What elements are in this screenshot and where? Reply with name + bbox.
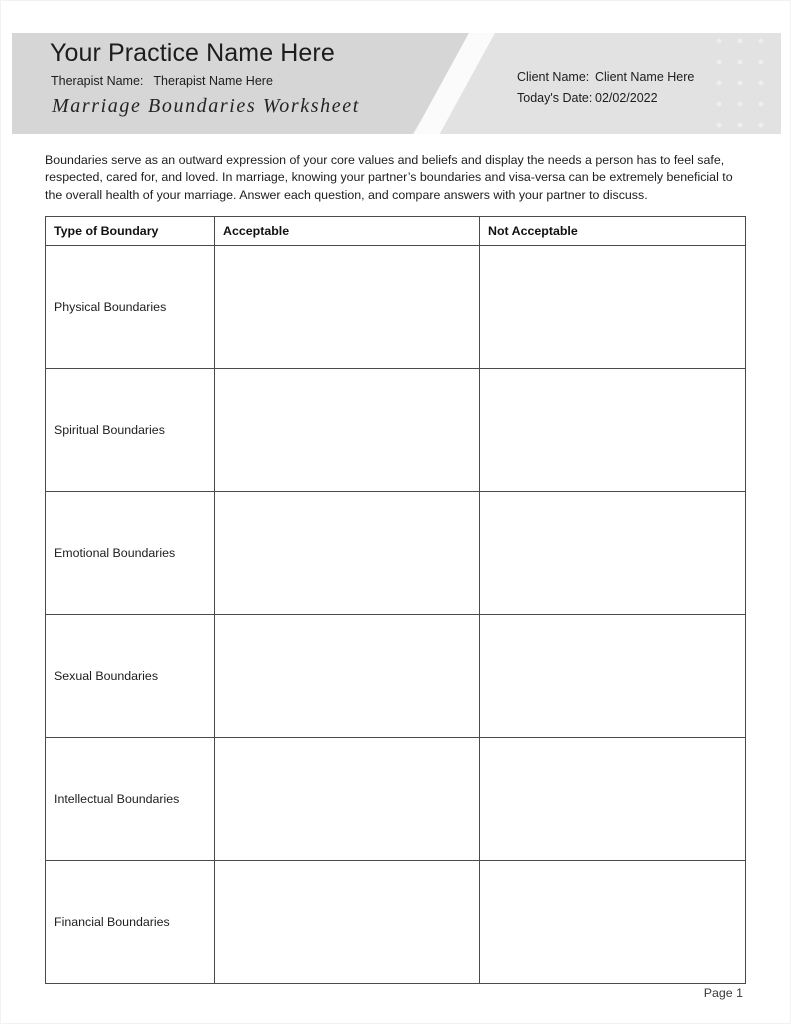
boundary-type-cell [46,492,215,615]
page-header [12,33,781,134]
acceptable-cell[interactable] [215,615,480,738]
table-row [46,369,746,492]
header-dot-pattern [715,37,771,132]
table-row [46,861,746,984]
date-row [517,88,694,109]
not-acceptable-cell[interactable] [480,738,746,861]
not-acceptable-cell[interactable] [480,369,746,492]
client-name-value: Client Name Here [595,70,695,84]
table-row [46,246,746,369]
acceptable-cell[interactable] [215,369,480,492]
not-acceptable-cell[interactable] [480,246,746,369]
boundary-type-cell [46,861,215,984]
acceptable-cell[interactable] [215,492,480,615]
table-row [46,492,746,615]
boundary-type-label: Financial Boundaries [54,915,170,929]
boundary-type-label: Emotional Boundaries [54,546,176,560]
therapist-name-value: Therapist Name Here [153,74,273,88]
date-label: Today's Date: [517,91,593,105]
date-value: 02/02/2022 [595,91,658,105]
therapist-name-label: Therapist Name: [51,74,144,88]
boundary-type-label: Intellectual Boundaries [54,792,180,806]
acceptable-cell[interactable] [215,246,480,369]
table-header-row [46,217,746,246]
table-row [46,738,746,861]
boundary-type-label: Physical Boundaries [54,300,167,314]
column-header-type: Type of Boundary [46,217,215,246]
table-row [46,615,746,738]
therapist-name-line [51,74,273,88]
practice-name: Your Practice Name Here [50,39,335,67]
acceptable-cell[interactable] [215,738,480,861]
boundary-type-cell [46,246,215,369]
intro-paragraph: Boundaries serve as an outward expression of your core values and beliefs and display the needs a person has to feel safe, respected, cared for, and loved. In marriage, knowing your partner’s boundaries and visa-versa can be extremely beneficial to the overall health of your marriage. Answer each question, and compare answers with your partner to discuss. [45,153,733,202]
not-acceptable-cell[interactable] [480,492,746,615]
boundary-type-label: Spiritual Boundaries [54,423,165,437]
acceptable-cell[interactable] [215,861,480,984]
column-header-acceptable: Acceptable [215,217,480,246]
boundary-type-label: Sexual Boundaries [54,669,159,683]
client-info-block [517,67,694,109]
boundary-type-cell [46,738,215,861]
boundaries-table [45,216,746,984]
client-name-label: Client Name: [517,70,590,84]
client-name-row [517,67,694,88]
column-header-not-acceptable: Not Acceptable [480,217,746,246]
boundary-type-cell [46,369,215,492]
boundary-type-cell [46,615,215,738]
worksheet-title: Marriage Boundaries Worksheet [52,95,360,117]
not-acceptable-cell[interactable] [480,615,746,738]
page-number: Page 1 [703,986,743,1000]
not-acceptable-cell[interactable] [480,861,746,984]
